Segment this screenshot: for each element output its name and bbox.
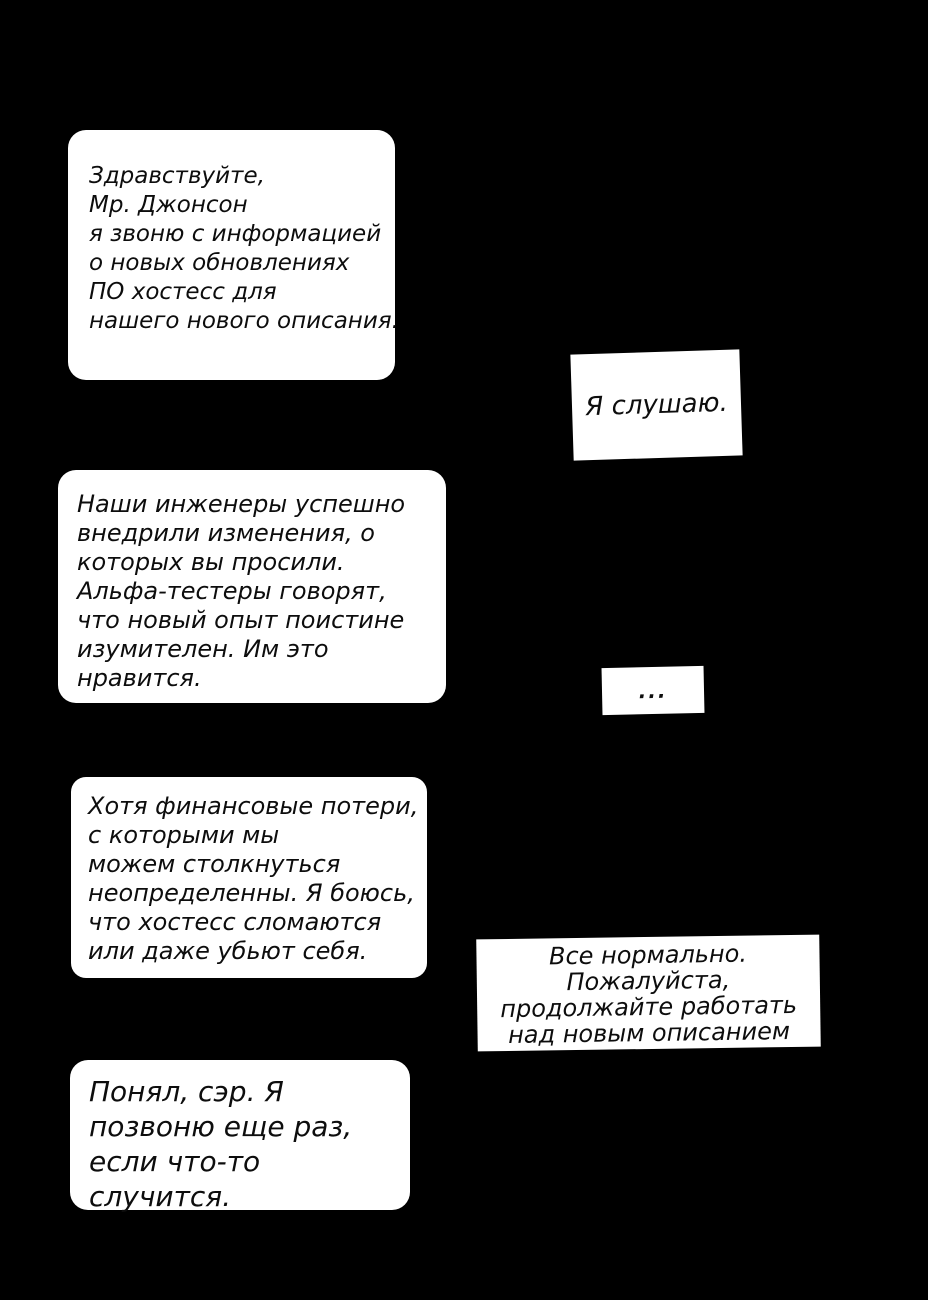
bubble-line: Мр. Джонсон [89, 192, 248, 218]
speech-bubble-reply-keep-working [476, 935, 821, 1052]
bubble-line: о новых обновлениях [89, 250, 350, 276]
bubble-line: неопределенны. Я боюсь, [88, 879, 415, 907]
bubble-line: Пожалуйста, [566, 965, 731, 997]
bubble-line: Все нормально. [548, 939, 748, 971]
bubble-line: изумителен. Им это [77, 635, 329, 663]
bubble-line: Альфа-тестеры говорят, [77, 577, 387, 605]
bubble-line: Хотя финансовые потери, [88, 792, 419, 820]
bubble-line: над новым описанием [507, 1017, 791, 1049]
bubble-line: с которыми мы [88, 821, 280, 849]
bubble-line: можем столкнуться [88, 850, 341, 878]
bubble-line: Наши инженеры успешно [77, 490, 406, 518]
bubble-line: продолжайте работать [500, 990, 798, 1024]
speech-bubble-caller-engineers [58, 470, 446, 703]
bubble-line: Здравствуйте, [89, 163, 265, 189]
bubble-line: ПО хостесс для [89, 279, 277, 305]
bubble-line: что хостесс сломаются [88, 908, 382, 936]
bubble-line: или даже убьют себя. [88, 937, 368, 965]
bubble-line: Я слушаю. [584, 387, 729, 423]
bubble-line: внедрили изменения, о [77, 519, 375, 547]
speech-bubble-reply-ellipsis [602, 666, 705, 715]
bubble-line: что новый опыт поистине [77, 606, 405, 634]
bubble-line: позвоню еще раз, [89, 1110, 353, 1143]
speech-bubble-caller-intro [68, 130, 399, 380]
speech-bubble-caller-understood [70, 1060, 410, 1213]
bubble-line: нашего нового описания. [89, 308, 399, 334]
bubble-line: если что-то [89, 1145, 261, 1178]
bubble-line: ... [638, 678, 668, 703]
speech-bubble-caller-losses [71, 777, 427, 978]
bubble-line: которых вы просили. [77, 548, 345, 576]
bubble-line: Понял, сэр. Я [89, 1075, 284, 1108]
speech-bubble-reply-listening [570, 349, 742, 460]
bubble-line: нравится. [77, 664, 202, 692]
bubble-line: случится. [89, 1180, 232, 1213]
bubble-line: я звоню с информацией [89, 221, 382, 247]
